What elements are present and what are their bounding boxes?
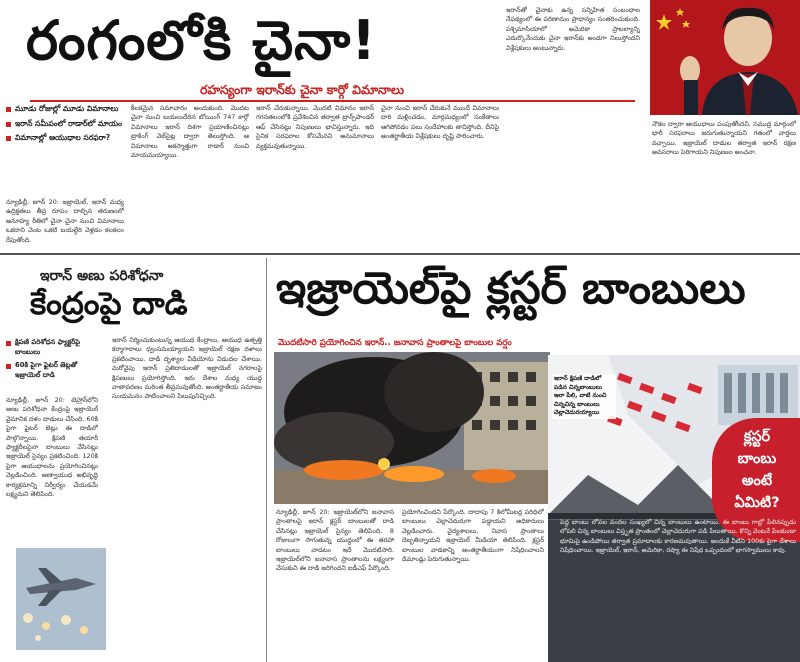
- top-body-col-5: ఇరాన్‌తో చైనాకు ఉన్న సన్నిహిత సంబంధాల నేపథ్యంలో ఈ పరిణామం ప్రాధాన్యం సంతరించుకుంది. పశ్చిమాసియాలో అమెరికా ప్రాబల్యాన్ని ఎదుర్కొనేందుకు చైనా ఇరాన్‌కు అండగా నిలుస్తోందని విశ్లేషకులు అంటున్నారు.: [506, 6, 640, 52]
- top-bullet-text: ఇరాన్ సమీపంలో రాడార్‌లో మాయం: [15, 118, 123, 128]
- right-body-col-1: న్యూఢిల్లీ, జూన్ 20: ఇజ్రాయెల్‌లోని జనావాస ప్రాంతాలపై ఇరాన్ క్లస్టర్ బాంబులతో దాడి చేసినట్లు ఇజ్రాయెల్ సైన్యం తెలిపింది. 8 రోజులుగా సాగుతున్న యుద్ధంలో ఈ తరహా బాంబులు వాడటం ఇదే మొదటిసారి. ఇజ్రాయెల్‌లోని జనావాస ప్రాంతాలను లక్ష్యంగా చేసుకుని ఈ దాడి జరిగిందని ఐడీఎఫ్ పేర్కొంది.: [276, 508, 394, 573]
- left-kicker: ఇరాన్ అణు పరిశోధనా: [40, 268, 164, 284]
- right-subheadline: మొదటిసారి ప్రయోగించిన ఇరాన్.. జనావాస ప్రాంతాలపై బాంబుల వర్షం: [278, 338, 512, 348]
- top-body-col-6: నౌకల ద్వారా ఆయుధాలు పంపుతోందని, సముద్ర మార్గంలో భారీ సరఫరాలు జరుగుతున్నాయని గతంలో వార్తలు వచ్చాయి. ఇజ్రాయెల్ దాడుల తర్వాత ఇరాన్ రక్షణ అవసరాలు పెరిగాయని నిపుణుల అంచనా.: [652, 120, 796, 157]
- left-headline: కేంద్రంపై దాడి: [30, 286, 188, 322]
- left-bullet-2: [6, 361, 98, 380]
- right-headline: ఇజ్రాయెల్‌పై క్లస్టర్ బాంబులు: [276, 263, 746, 314]
- left-body-col-1: న్యూఢిల్లీ, జూన్ 20: టెహ్రాన్‌లోని అణు పరిశోధనా కేంద్రంపై ఇజ్రాయెల్ వైమానిక దళం దాడులు చేసింది. 60కి పైగా ఫైటర్ జెట్లు ఈ దాడిలో పాల్గొన్నాయి. క్షిపణి తయారీ ఫ్యాక్టరీలపైనా బాంబులు వేసినట్లు ఇజ్రాయెల్ సైన్యం ప్రకటించింది. 120కి పైగా ఆయుధాలను ప్రయోగించినట్లు వెల్లడించింది. అణ్వాయుధ అభివృద్ధి కార్యక్రమాన్ని నిర్వీర్యం చేయడమే లక్ష్యమని తెలిపింది.: [6, 396, 98, 499]
- left-bullets: [6, 338, 98, 380]
- left-bullet-text: 60కి పైగా ఫైటర్ జెట్లతో ఇజ్రాయెల్ దాడి: [15, 361, 78, 379]
- top-body-col-3: ఇరాన్ చేరుకున్నాయి. మొదటి విమానం ఇరాన్ గగనతలంలోకి ప్రవేశించిన తర్వాత ట్రాన్స్‌పాండర్ ఆఫ్ చేసినట్లు నిపుణులు భావిస్తున్నారు. ఇది సైనిక సరఫరాల కోసమేనని అనుమానాలు వ్యక్తమవుతున్నాయి.: [256, 104, 374, 150]
- annotation-text: ఇరాన్ క్షిపణి దాడిలో పడిన చిన్నబాంబులు ఇలా పేలి, వాటి నుంచి చిన్నచిన్న బాంబులు చెల్లాచెదురయ్యాయి: [552, 374, 616, 419]
- section-divider: [0, 253, 800, 255]
- bullet-marker: [6, 364, 11, 369]
- top-headline: రంగంలోకి చైనా!: [26, 9, 377, 72]
- fighter-jet-photo: [16, 548, 106, 650]
- top-bullet-2: [6, 119, 124, 130]
- top-body-col-1: న్యూఢిల్లీ, జూన్ 20: ఇజ్రాయెల్, ఇరాన్ మధ్య ఉద్రిక్తతలు తీవ్ర రూపం దాల్చిన తరుణంలో అనూహ్య రీతిలో చైనా చైనా నుంచి విమానాలు ఒకదాని వెంట ఒకటి బయల్దేరి వెళ్లడం కలకలం రేపుతోంది.: [6, 198, 124, 244]
- bullet-marker: [6, 136, 11, 141]
- top-bullet-text: మూడు రోజుల్లో మూడు విమానాలు: [15, 104, 119, 113]
- left-bullet-1: [6, 338, 98, 357]
- top-body-col-2: కీలకమైన సమాచారం అందుకుంది. మొదట చైనా నుంచి బయలుదేరిన బోయింగ్ 747 కార్గో విమానాలు ఇరాన్ దిశగా ప్రయాణించినట్లు ట్రాకింగ్ వెబ్‌సైట్ల ద్వారా తెలుస్తోంది. ఆ విమానాలు అకస్మాత్తుగా రాడార్ నుంచి మాయమయ్యాయి.: [131, 104, 249, 160]
- top-bullet-3: [6, 133, 124, 144]
- left-bullet-text: క్షిపణి పరిశోధన ఫ్యాక్టరీపై బాంబులు: [15, 338, 81, 356]
- bullet-marker: [6, 107, 11, 112]
- top-subheadline: రహస్యంగా ఇరాన్‌కు చైనా కార్గో విమానాలు: [200, 82, 405, 97]
- top-bullet-text: విమానాల్లో ఆయుధాల సరఫరా?: [15, 133, 111, 142]
- top-bullet-1: [6, 104, 124, 115]
- top-bullets: [6, 104, 124, 144]
- right-body-col-2: ప్రయోగించిందని పేర్కొంది. దాదాపు 7 కిలోమీటర్ల పరిధిలో బాంబులు చెల్లాచెదురుగా పడ్డాయని అధికారులు వెల్లడించారు. వైద్యశాలలు, నివాస ప్రాంతాలు దెబ్బతిన్నాయని ఇజ్రాయెల్ మీడియా తెలిపింది. క్లస్టర్ బాంబుల వాడకాన్ని అంతర్జాతీయంగా నిషేధించాలని డిమాండ్లు పెరుగుతున్నాయి.: [402, 508, 544, 564]
- cluster-callout: క్లస్టర్ బాంబు అంటే ఏమిటి?: [734, 429, 780, 511]
- cluster-annotation: [552, 374, 616, 419]
- column-divider: [266, 258, 267, 662]
- xi-jinping-photo: [650, 0, 800, 115]
- explosion-photo: [274, 352, 550, 504]
- bullet-marker: [6, 122, 11, 127]
- left-body-col-2: ఇరాన్ నిర్మించుకుంటున్న ఆయుధ కేంద్రాలు, ఆయుధ ఉత్పత్తి కర్మాగారాలు ధ్వంసమయ్యాయని ఇజ్రాయెల్ రక్షణ దళాలు ప్రకటించాయి. దాడి దృశ్యాల వీడియోను విడుదల చేశాయి. మరోవైపు ఇరాన్ ప్రతిదాడులతో ఇజ్రాయెల్ నగరాలపై క్షిపణులు ప్రయోగిస్తోంది. ఇరు దేశాల మధ్య యుద్ధ వాతావరణం మరింత తీవ్రమవుతోంది. అంతర్జాతీయ సమాజం సంయమనం పాటించాలని పిలుపునిచ్చింది.: [112, 336, 262, 401]
- top-body-col-4: చైనా నుంచి ఇరాన్ చేరుకునే ముందే విమానాలు దారి మళ్లించడం, మార్గమధ్యంలో సంకేతాలు ఆగిపోవడం పలు సందేహాలకు తావిస్తోంది. దీనిపై అంతర్జాతీయ విశ్లేషకులు దృష్టి సారించారు.: [381, 104, 499, 141]
- cluster-explainer: పెద్ద బాంబు లోపల వందల సంఖ్యలో చిన్న బాంబులు ఉంటాయి. ఈ బాంబు గాల్లో పేలినప్పుడు లోపలి చిన్న బాంబులు విస్తృత ప్రాంతంలో చెల్లాచెదురుగా పడి పేలుతాయి. కొన్ని వెంటనే పేలకుండా భూమిపై ఉండిపోయి తర్వాత ప్రమాదాలకు కారణమవుతాయి. అందుకే వీటిని 100కు పైగా దేశాలు నిషేధించాయి. ఇజ్రాయెల్, ఇరాన్, అమెరికా, రష్యా ఈ నిషేధ ఒప్పందంలో భాగస్వాములు కావు.: [560, 519, 796, 554]
- bullet-marker: [6, 341, 11, 346]
